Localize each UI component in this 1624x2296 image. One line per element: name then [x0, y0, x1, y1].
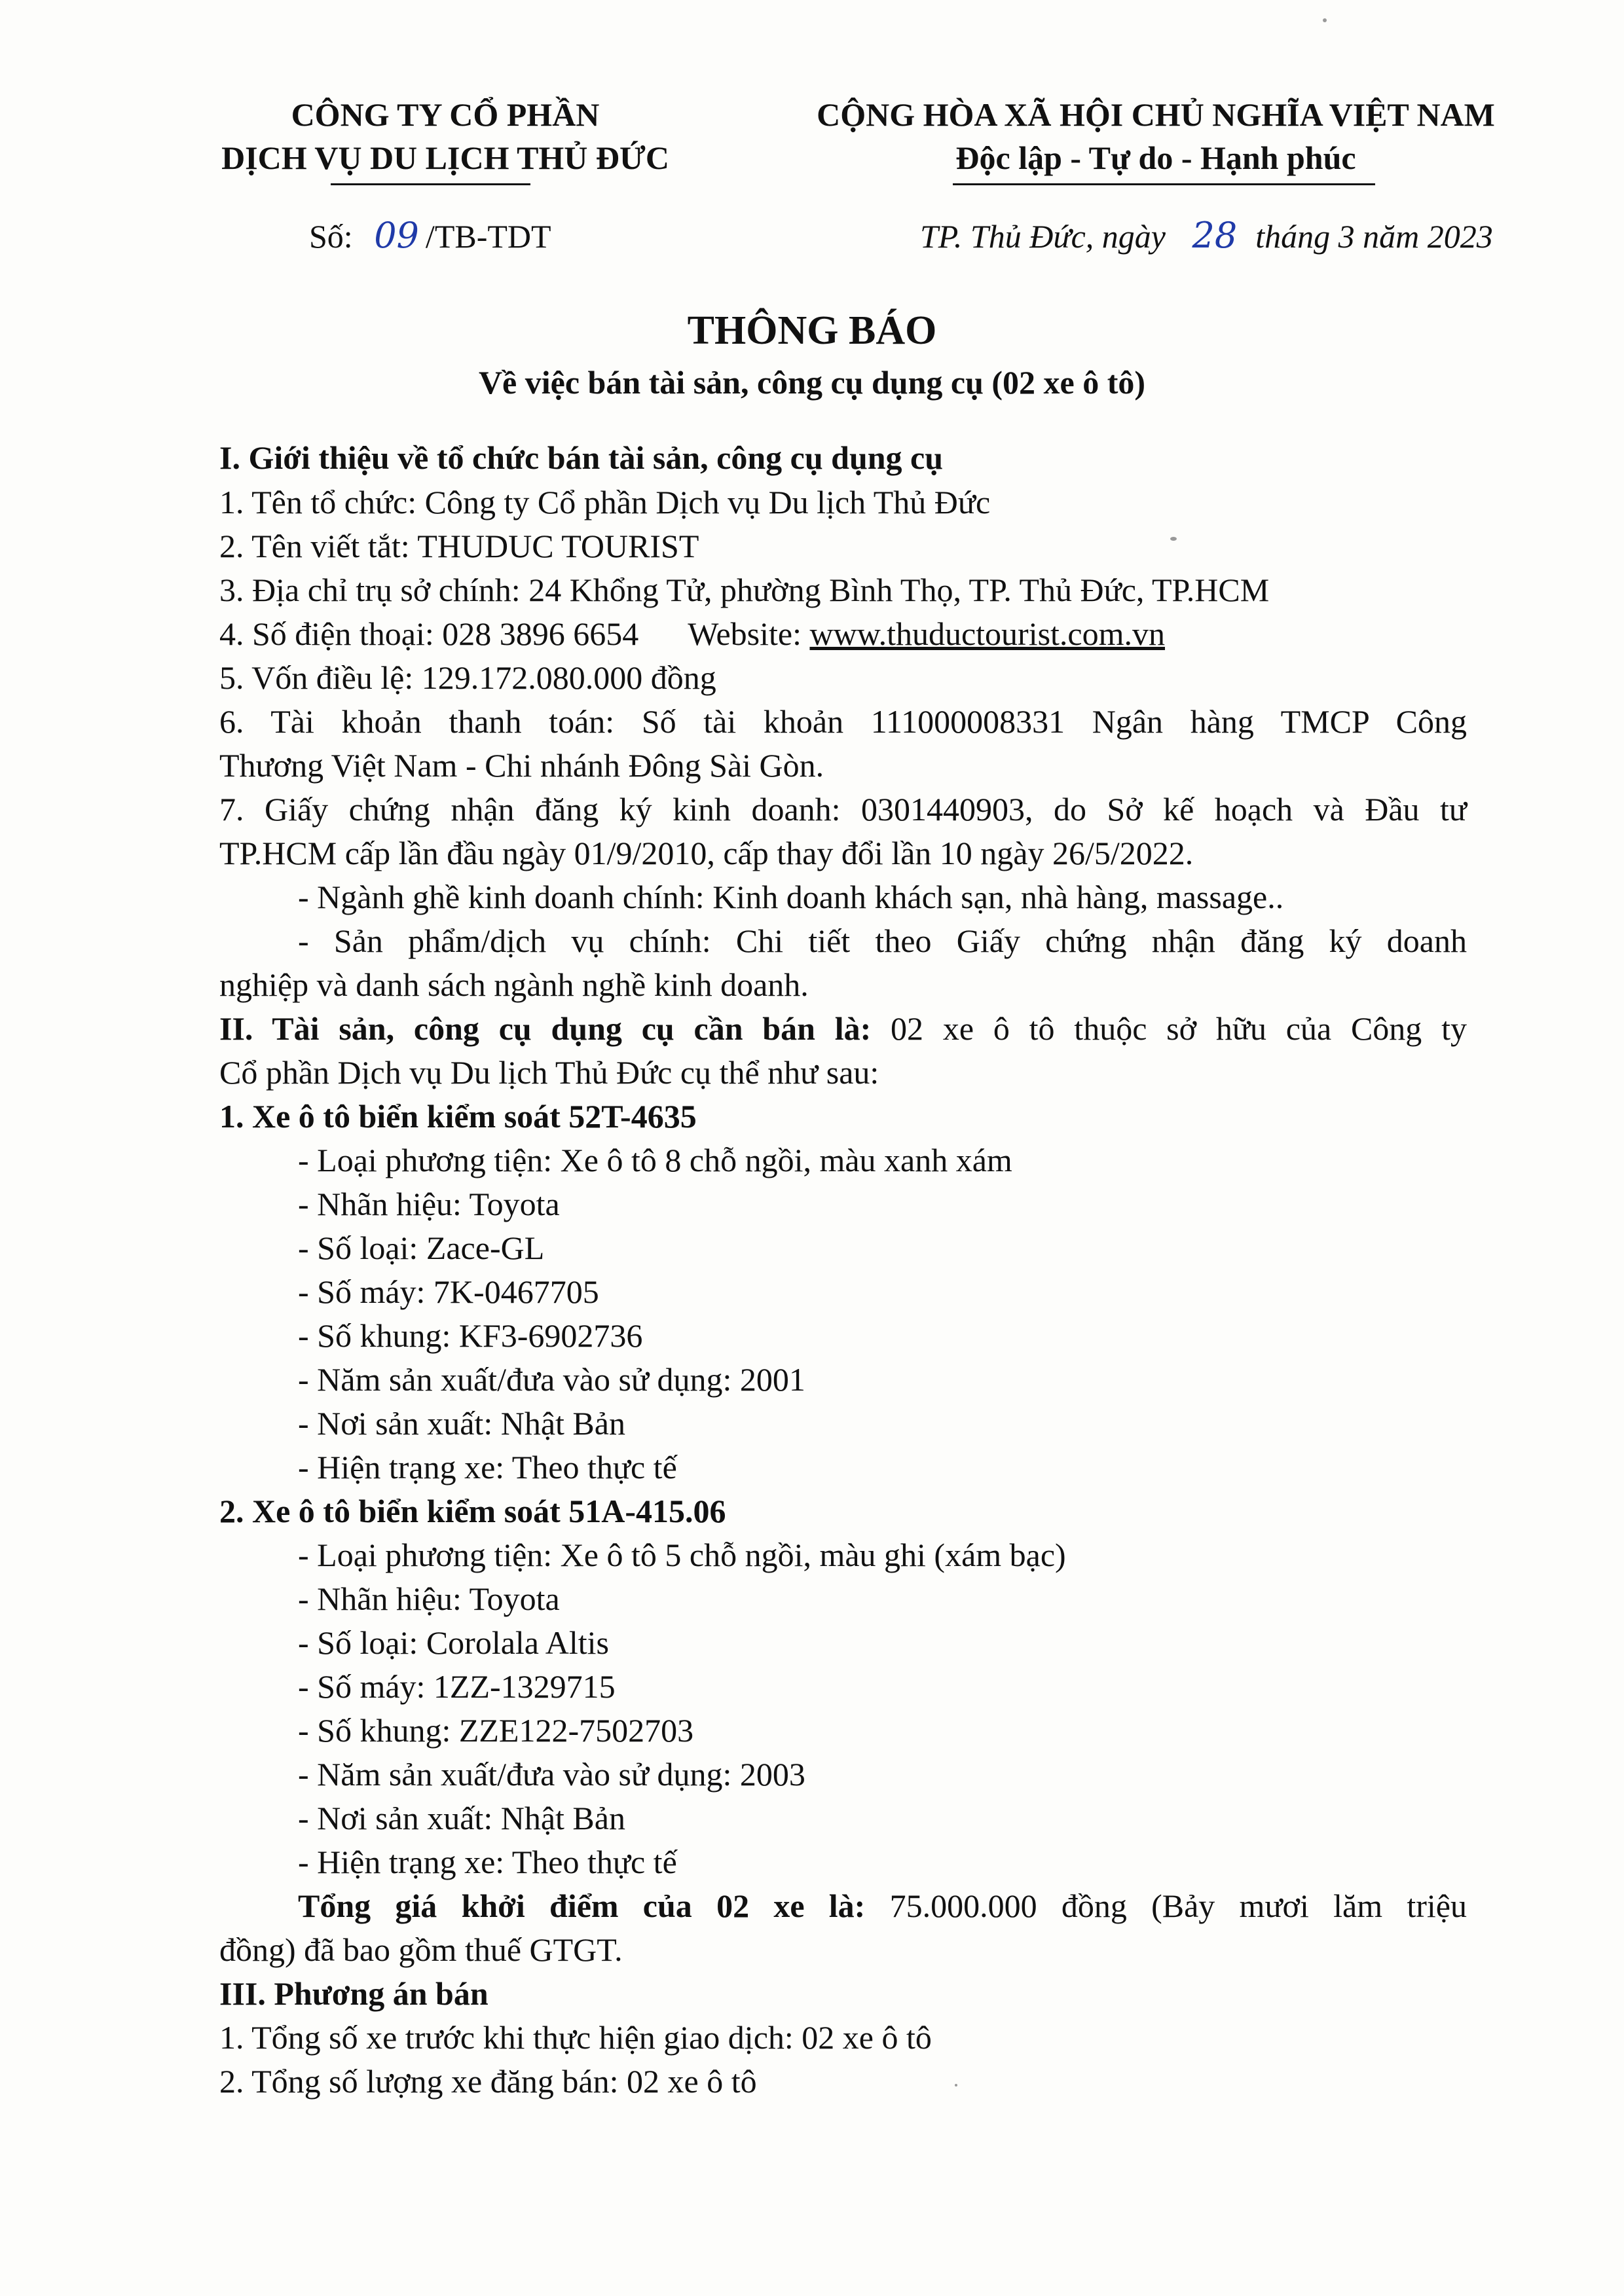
main-products-line2: nghiệp và danh sách ngành nghề kinh doanh. — [219, 966, 809, 1003]
car2-chassis-number: - Số khung: ZZE122-7502703 — [298, 1712, 694, 1749]
document-subtitle: Về việc bán tài sản, công cụ dụng cụ (02 xe ô tô) — [478, 364, 1146, 401]
car2-brand: - Nhãn hiệu: Toyota — [298, 1580, 560, 1617]
section2-heading-line2: Cổ phần Dịch vụ Du lịch Thủ Đức cụ thể như sau: — [219, 1054, 879, 1091]
org-contact — [219, 615, 1165, 653]
scan-speck — [955, 2084, 957, 2086]
business-license-line1: 7. Giấy chứng nhận đăng ký kinh doanh: 0301440903, do Sở kế hoạch và Đầu tư — [219, 791, 1467, 828]
car2-year: - Năm sản xuất/đưa vào sử dụng: 2003 — [298, 1756, 805, 1793]
total-price-bold: Tổng giá khởi điểm của 02 xe là: — [298, 1887, 866, 1924]
handwritten-day: 28 — [1192, 215, 1238, 256]
car1-origin: - Nơi sản xuất: Nhật Bản — [298, 1405, 625, 1442]
car2-heading: 2. Xe ô tô biển kiểm soát 51A-415.06 — [219, 1493, 726, 1529]
website-label: Website: — [688, 615, 802, 652]
number-suffix: /TB-TDT — [425, 218, 551, 255]
car1-brand: - Nhãn hiệu: Toyota — [298, 1186, 560, 1222]
nation-title: CỘNG HÒA XÃ HỘI CHỦ NGHĨA VIỆT NAM — [817, 96, 1495, 133]
main-products-line1: - Sản phẩm/dịch vụ chính: Chi tiết theo Giấy chứng nhận đăng ký doanh — [298, 922, 1467, 959]
total-price-line2: đồng) đã bao gồm thuế GTGT. — [219, 1931, 623, 1968]
car2-engine-number: - Số máy: 1ZZ-1329715 — [298, 1668, 616, 1705]
car1-model: - Số loại: Zace-GL — [298, 1230, 545, 1266]
document-title: THÔNG BÁO — [687, 308, 937, 353]
document-date — [920, 215, 1493, 256]
motto-underline — [953, 183, 1375, 185]
car1-condition: - Hiện trạng xe: Theo thực tế — [298, 1449, 677, 1485]
car1-chassis-number: - Số khung: KF3-6902736 — [298, 1317, 643, 1354]
charter-capital: 5. Vốn điều lệ: 129.172.080.000 đồng — [219, 659, 716, 696]
org-name: 1. Tên tổ chức: Công ty Cổ phần Dịch vụ Du lịch Thủ Đức — [219, 484, 991, 520]
section3-heading: III. Phương án bán — [219, 1975, 489, 2012]
company-underline — [331, 183, 530, 185]
car2-vehicle-type: - Loại phương tiện: Xe ô tô 5 chỗ ngồi, màu ghi (xám bạc) — [298, 1537, 1066, 1573]
number-prefix: Số: — [309, 218, 353, 255]
main-business-lines: - Ngành ghề kinh doanh chính: Kinh doanh khách sạn, nhà hàng, massage.. — [298, 879, 1284, 915]
car2-origin: - Nơi sản xuất: Nhật Bản — [298, 1800, 625, 1836]
cars-before-transaction: 1. Tổng số xe trước khi thực hiện giao dịch: 02 xe ô tô — [219, 2019, 932, 2056]
org-short-name: 2. Tên viết tắt: THUDUC TOURIST — [219, 528, 699, 564]
bank-account-line2: Thương Việt Nam - Chi nhánh Đông Sài Gòn. — [219, 747, 824, 784]
car1-engine-number: - Số máy: 7K-0467705 — [298, 1273, 599, 1310]
car2-model: - Số loại: Corolala Altis — [298, 1624, 609, 1661]
business-license-line2: TP.HCM cấp lần đầu ngày 01/9/2010, cấp thay đổi lần 10 ngày 26/5/2022. — [219, 835, 1194, 871]
total-price — [298, 1887, 1467, 1925]
website-link[interactable]: www.thuductourist.com.vn — [809, 615, 1166, 652]
bank-account-line1: 6. Tài khoản thanh toán: Số tài khoản 111000008331 Ngân hàng TMCP Công — [219, 703, 1467, 740]
total-price-value: 75.000.000 đồng (Bảy mươi lăm triệu — [889, 1887, 1467, 1924]
scan-speck — [1323, 18, 1327, 22]
nation-motto: Độc lập - Tự do - Hạnh phúc — [955, 139, 1356, 176]
date-prefix: TP. Thủ Đức, ngày — [920, 218, 1166, 255]
car1-heading: 1. Xe ô tô biển kiểm soát 52T-4635 — [219, 1098, 697, 1135]
org-address: 3. Địa chỉ trụ sở chính: 24 Khổng Tử, phường Bình Thọ, TP. Thủ Đức, TP.HCM — [219, 572, 1270, 608]
section1-heading: I. Giới thiệu về tổ chức bán tài sản, công cụ dụng cụ — [219, 439, 944, 476]
company-name-line2: DỊCH VỤ DU LỊCH THỦ ĐỨC — [221, 139, 669, 176]
company-name-line1: CÔNG TY CỔ PHẦN — [291, 96, 600, 133]
section2-heading — [219, 1010, 1467, 1048]
date-suffix: tháng 3 năm 2023 — [1255, 218, 1493, 255]
car2-condition: - Hiện trạng xe: Theo thực tế — [298, 1844, 677, 1880]
cars-for-sale: 2. Tổng số lượng xe đăng bán: 02 xe ô tô — [219, 2063, 757, 2100]
org-phone: 4. Số điện thoại: 028 3896 6654 — [219, 615, 639, 652]
scan-speck — [1170, 537, 1177, 541]
car1-vehicle-type: - Loại phương tiện: Xe ô tô 8 chỗ ngồi, màu xanh xám — [298, 1142, 1012, 1178]
document-number — [309, 215, 551, 256]
car1-year: - Năm sản xuất/đưa vào sử dụng: 2001 — [298, 1361, 805, 1398]
handwritten-number: 09 — [374, 215, 419, 256]
section2-heading-rest: 02 xe ô tô thuộc sở hữu của Công ty — [891, 1010, 1467, 1047]
section2-heading-bold: II. Tài sản, công cụ dụng cụ cần bán là: — [219, 1010, 872, 1047]
